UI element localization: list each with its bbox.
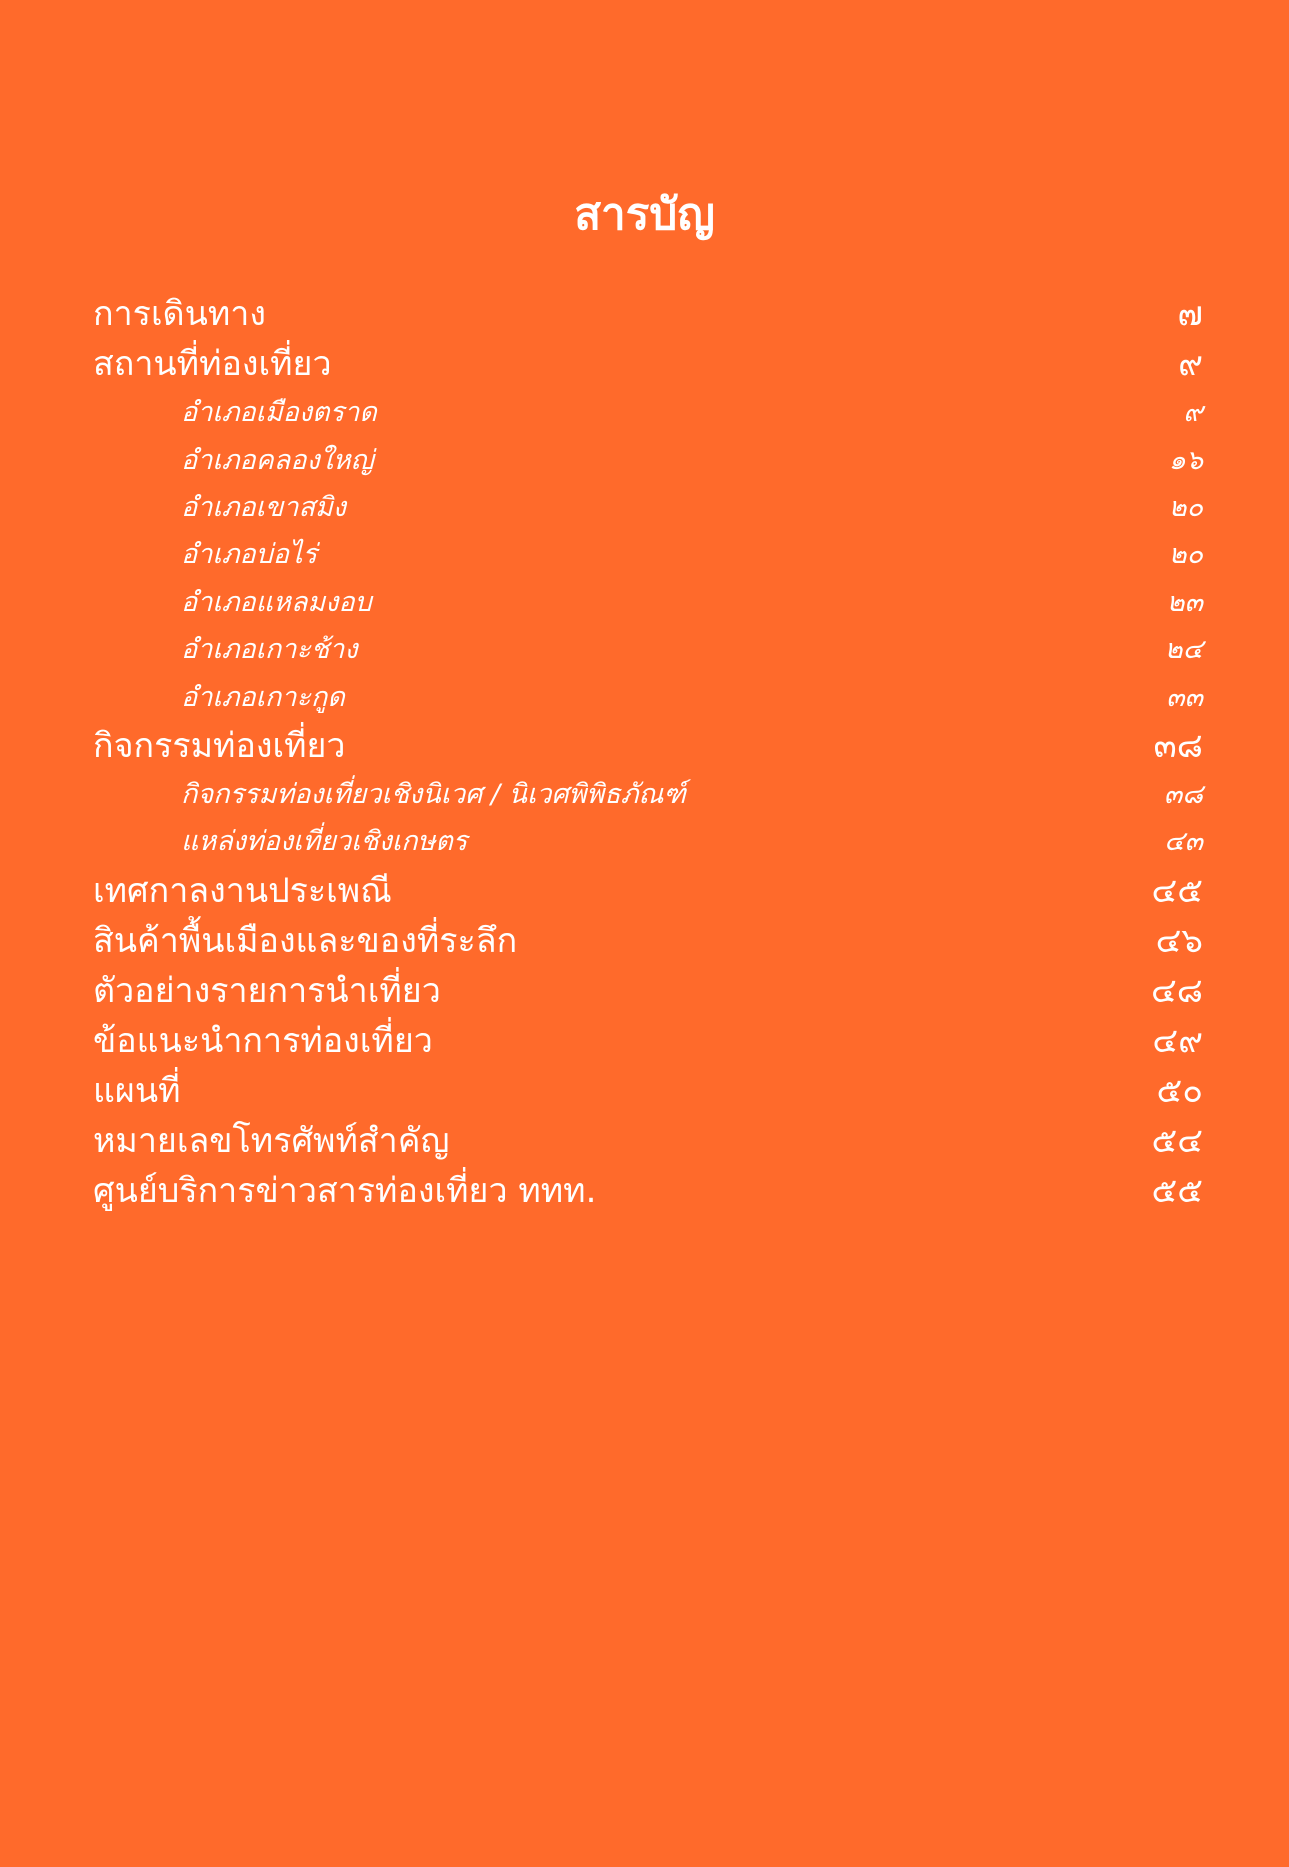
toc-entry-label: อำเภอเกาะกูด [181,681,345,713]
toc-page-number: ๕๐ [1156,1070,1203,1111]
toc-entry [93,1015,1203,1065]
toc-entry [93,1065,1203,1115]
toc-page-number: ๙ [1178,344,1203,384]
page-title: สารบัญ [574,189,715,240]
toc-entry-label: อำเภอเมืองตราด [181,397,377,429]
toc-page-number: ๔๘ [1151,970,1203,1011]
toc-page-number: ๕๔ [1151,1120,1203,1161]
toc-entry-label: เทศกาลงานประเพณี [93,870,392,911]
toc-entry-label: อำเภอแหลมงอบ [181,586,372,618]
toc-entry-label: กิจกรรมท่องเที่ยวเชิงนิเวศ / นิเวศพิพิธภัณฑ์ [181,778,686,810]
toc-entry-label: แผนที่ [93,1070,181,1111]
toc-page-number: ๕๕ [1151,1170,1203,1211]
toc-list [93,288,1203,1215]
toc-page-number: ๓๘ [1153,725,1203,766]
toc-page-number: ๒๐ [1168,539,1203,571]
toc-subentry [93,578,1203,625]
toc-subentry [93,530,1203,577]
toc-entry [93,1115,1203,1165]
toc-subentry [93,770,1203,817]
toc-entry-label: ข้อแนะนำการท่องเที่ยว [93,1020,433,1061]
toc-entry-label: หมายเลขโทรศัพท์สำคัญ [93,1120,450,1161]
toc-entry-label: สถานที่ท่องเที่ยว [93,344,332,384]
toc-page-number: ๒๓ [1166,586,1203,618]
toc-entry [93,338,1203,388]
toc-subentry [93,625,1203,672]
toc-entry-label: อำเภอเขาสมิง [181,491,346,523]
toc-entry [93,915,1203,965]
toc-subentry [93,435,1203,482]
toc-subentry [93,672,1203,719]
toc-entry-label: ตัวอย่างรายการนำเที่ยว [93,970,441,1011]
toc-entry-label: อำเภอเกาะช้าง [181,634,358,666]
toc-entry-label: แหล่งท่องเที่ยวเชิงเกษตร [181,826,468,858]
toc-page-number: ๓๓ [1166,681,1203,713]
toc-page-number: ๒๔ [1164,634,1203,666]
toc-page-number: ๔๙ [1152,1020,1203,1061]
toc-page-number: ๔๖ [1155,920,1203,961]
toc-subentry [93,388,1203,435]
toc-entry [93,965,1203,1015]
toc-entry-label: อำเภอบ่อไร่ [181,539,318,571]
toc-entry-label: กิจกรรมท่องเที่ยว [93,725,346,766]
toc-entry-label: การเดินทาง [93,294,266,334]
toc-entry [93,720,1203,770]
toc-entry [93,288,1203,338]
toc-page-number: ๑๖ [1168,444,1203,476]
toc-entry [93,865,1203,915]
toc-page-number: ๙ [1183,397,1203,429]
toc-page-number: ๔๕ [1151,870,1203,911]
toc-page-number: ๓๘ [1163,778,1203,810]
toc-page-number: ๒๐ [1168,491,1203,523]
toc-entry [93,1165,1203,1215]
toc-entry-label: ศูนย์บริการข่าวสารท่องเที่ยว ททท. [93,1170,597,1211]
toc-entry-label: อำเภอคลองใหญ่ [181,444,374,476]
toc-page-number: ๗ [1177,294,1203,334]
toc-subentry [93,483,1203,530]
toc-entry-label: สินค้าพื้นเมืองและของที่ระลึก [93,920,518,961]
toc-page-number: ๔๓ [1164,826,1203,858]
toc-subentry [93,817,1203,864]
